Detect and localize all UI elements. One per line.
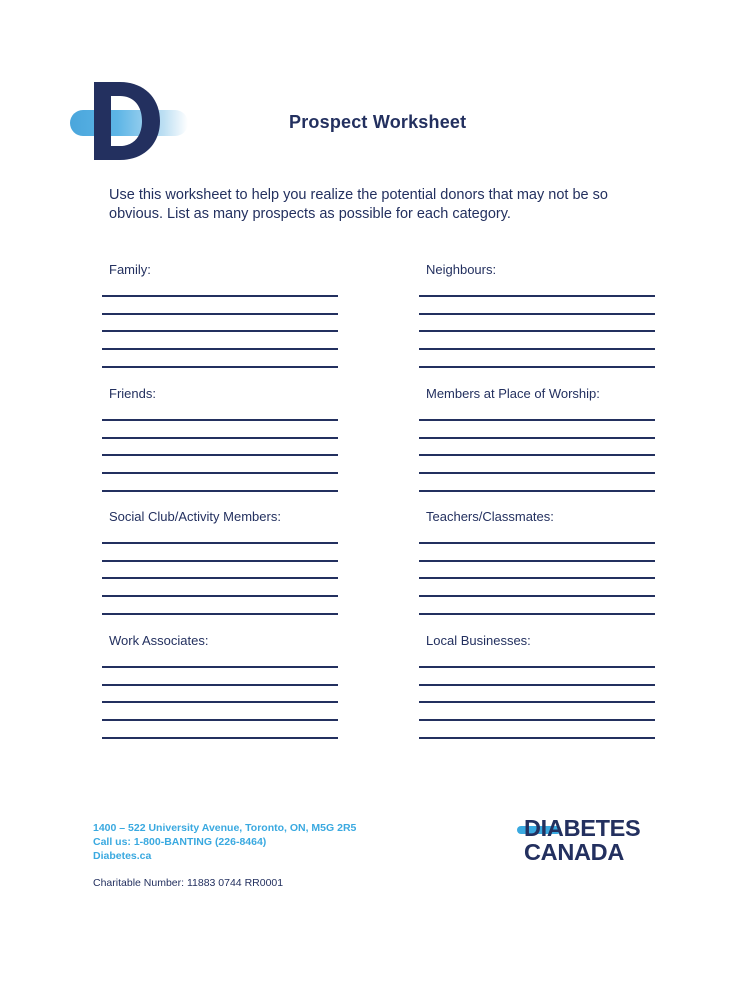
footer-website-link[interactable]: Diabetes.ca: [93, 850, 152, 862]
answer-line[interactable]: [419, 701, 655, 703]
page-title: Prospect Worksheet: [289, 112, 467, 132]
answer-line[interactable]: [102, 666, 338, 668]
brand-logo-text: [524, 816, 640, 864]
answer-line[interactable]: [102, 490, 338, 492]
answer-line[interactable]: [102, 295, 338, 297]
section-social-club: [109, 509, 345, 527]
section-place-of-worship: [426, 386, 662, 404]
section-label: Neighbours:: [426, 262, 497, 277]
answer-line[interactable]: [419, 366, 655, 368]
section-family: [109, 262, 345, 280]
section-label: Social Club/Activity Members:: [109, 509, 281, 524]
section-label: Teachers/Classmates:: [426, 509, 554, 524]
intro-text: Use this worksheet to help you realize the potential donors that may not be so obvious. List as many prospects as possible for each category.: [109, 187, 608, 222]
footer-address: 1400 – 522 University Avenue, Toronto, ON, M5G 2R5: [93, 822, 357, 834]
answer-line[interactable]: [102, 542, 338, 544]
answer-line[interactable]: [419, 313, 655, 315]
section-label: Local Businesses:: [426, 633, 531, 648]
answer-line[interactable]: [102, 595, 338, 597]
answer-line[interactable]: [102, 472, 338, 474]
answer-line[interactable]: [102, 330, 338, 332]
answer-line[interactable]: [419, 613, 655, 615]
diabetes-canada-d-icon: [94, 82, 160, 160]
section-work-associates: [109, 633, 345, 651]
section-label: Members at Place of Worship:: [426, 386, 600, 401]
brand-line1: DIABETES: [524, 815, 641, 841]
section-label: Work Associates:: [109, 633, 209, 648]
answer-line[interactable]: [419, 542, 655, 544]
answer-line[interactable]: [419, 666, 655, 668]
charitable-number: Charitable Number: 11883 0744 RR0001: [93, 877, 284, 889]
footer-phone[interactable]: Call us: 1-800-BANTING (226-8464): [93, 836, 267, 848]
answer-line[interactable]: [102, 348, 338, 350]
answer-line[interactable]: [419, 348, 655, 350]
answer-line[interactable]: [419, 737, 655, 739]
brand-line2: CANADA: [524, 839, 625, 865]
answer-line[interactable]: [419, 684, 655, 686]
logo: [70, 82, 190, 162]
answer-line[interactable]: [419, 595, 655, 597]
answer-line[interactable]: [102, 419, 338, 421]
answer-line[interactable]: [419, 490, 655, 492]
answer-line[interactable]: [419, 454, 655, 456]
answer-line[interactable]: [419, 437, 655, 439]
answer-line[interactable]: [102, 577, 338, 579]
answer-line[interactable]: [102, 560, 338, 562]
answer-line[interactable]: [419, 330, 655, 332]
footer-contact: [93, 821, 356, 863]
answer-line[interactable]: [102, 313, 338, 315]
answer-line[interactable]: [102, 613, 338, 615]
section-label: Friends:: [109, 386, 156, 401]
answer-line[interactable]: [102, 437, 338, 439]
answer-line[interactable]: [419, 719, 655, 721]
answer-line[interactable]: [102, 684, 338, 686]
answer-line[interactable]: [102, 454, 338, 456]
answer-line[interactable]: [419, 472, 655, 474]
section-label: Family:: [109, 262, 151, 277]
section-teachers: [426, 509, 662, 527]
answer-line[interactable]: [102, 366, 338, 368]
answer-line[interactable]: [419, 577, 655, 579]
section-friends: [109, 386, 345, 404]
section-local-businesses: [426, 633, 662, 651]
answer-line[interactable]: [419, 560, 655, 562]
answer-line[interactable]: [102, 701, 338, 703]
answer-line[interactable]: [102, 737, 338, 739]
brand-logo: [517, 815, 652, 870]
answer-line[interactable]: [102, 719, 338, 721]
answer-line[interactable]: [419, 419, 655, 421]
section-neighbours: [426, 262, 662, 280]
answer-line[interactable]: [419, 295, 655, 297]
